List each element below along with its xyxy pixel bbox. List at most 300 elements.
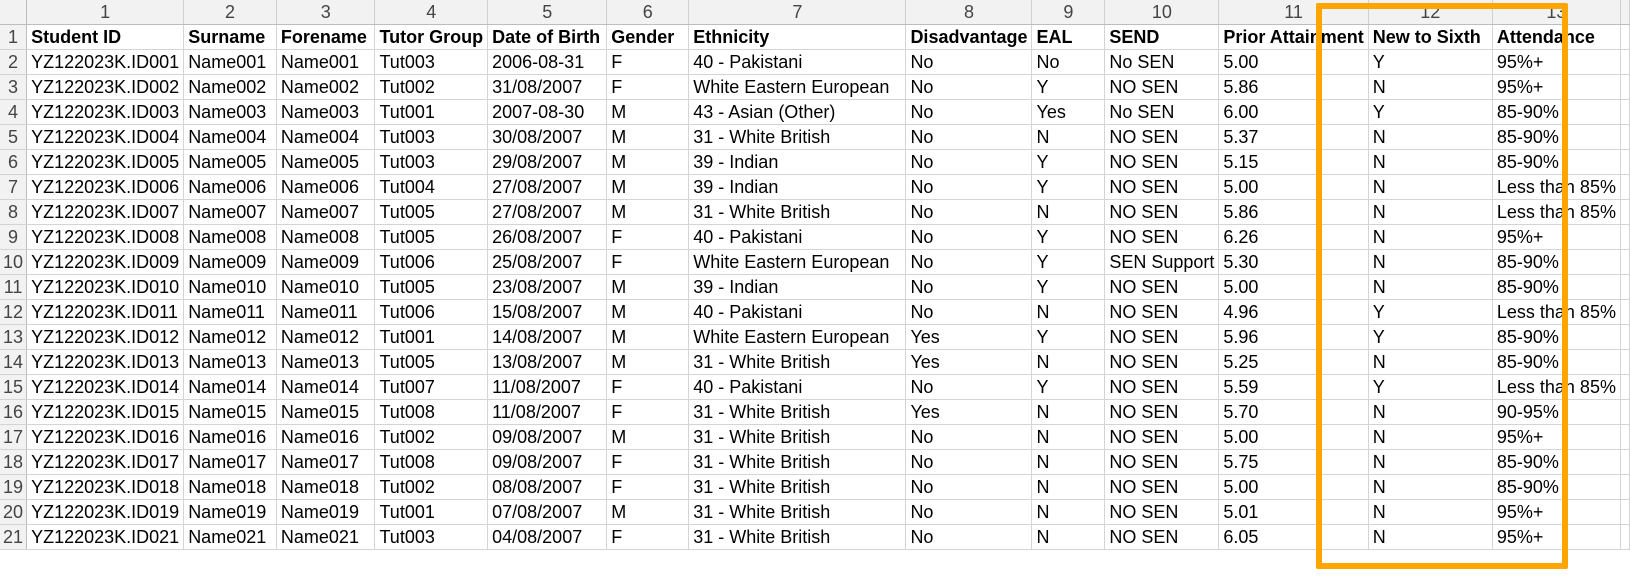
empty-cell[interactable]	[1621, 150, 1630, 175]
empty-cell[interactable]	[1621, 350, 1630, 375]
select-all-corner[interactable]	[0, 0, 27, 25]
table-cell[interactable]: 11/08/2007	[488, 400, 607, 425]
table-cell[interactable]: M	[607, 425, 689, 450]
table-cell[interactable]: N	[1032, 350, 1105, 375]
table-cell[interactable]: SEN Support	[1105, 250, 1219, 275]
empty-cell[interactable]	[1621, 300, 1630, 325]
column-header-cell[interactable]: Disadvantage	[906, 25, 1032, 50]
table-cell[interactable]: Tut003	[375, 125, 488, 150]
table-cell[interactable]: F	[607, 450, 689, 475]
table-cell[interactable]: N	[1368, 250, 1492, 275]
table-cell[interactable]: YZ122023K.ID021	[27, 525, 184, 550]
table-cell[interactable]: N	[1368, 125, 1492, 150]
table-cell[interactable]: 31 - White British	[689, 475, 906, 500]
table-cell[interactable]: 85-90%	[1492, 350, 1620, 375]
table-cell[interactable]: Y	[1032, 75, 1105, 100]
table-cell[interactable]: Name019	[184, 500, 277, 525]
table-cell[interactable]: Tut006	[375, 300, 488, 325]
table-cell[interactable]: 5.86	[1219, 200, 1368, 225]
empty-cell[interactable]	[1621, 175, 1630, 200]
table-cell[interactable]: M	[607, 175, 689, 200]
table-cell[interactable]: Tut002	[375, 425, 488, 450]
table-cell[interactable]: Name021	[184, 525, 277, 550]
column-number-6[interactable]: 6	[607, 0, 689, 25]
table-cell[interactable]: NO SEN	[1105, 475, 1219, 500]
table-cell[interactable]: 6.05	[1219, 525, 1368, 550]
table-cell[interactable]: Name015	[184, 400, 277, 425]
table-cell[interactable]: No	[906, 50, 1032, 75]
table-cell[interactable]: 95%+	[1492, 225, 1620, 250]
table-cell[interactable]: Yes	[906, 325, 1032, 350]
table-cell[interactable]: N	[1368, 400, 1492, 425]
table-cell[interactable]: F	[607, 75, 689, 100]
table-cell[interactable]: Less than 85%	[1492, 200, 1620, 225]
table-cell[interactable]: Name013	[184, 350, 277, 375]
table-cell[interactable]: F	[607, 400, 689, 425]
table-cell[interactable]: White Eastern European	[689, 250, 906, 275]
table-cell[interactable]: Name003	[184, 100, 277, 125]
column-number-3[interactable]: 3	[276, 0, 375, 25]
table-cell[interactable]: 95%+	[1492, 500, 1620, 525]
table-cell[interactable]: No	[906, 375, 1032, 400]
table-cell[interactable]: Tut005	[375, 200, 488, 225]
table-cell[interactable]: N	[1368, 450, 1492, 475]
table-cell[interactable]: No	[906, 150, 1032, 175]
empty-cell[interactable]	[1621, 50, 1630, 75]
table-cell[interactable]: M	[607, 500, 689, 525]
table-cell[interactable]: Y	[1368, 300, 1492, 325]
table-cell[interactable]: 6.26	[1219, 225, 1368, 250]
table-cell[interactable]: M	[607, 125, 689, 150]
table-cell[interactable]: 43 - Asian (Other)	[689, 100, 906, 125]
table-cell[interactable]: Tut001	[375, 500, 488, 525]
table-cell[interactable]: Yes	[906, 350, 1032, 375]
row-number[interactable]: 2	[0, 50, 27, 75]
table-cell[interactable]: N	[1032, 200, 1105, 225]
table-cell[interactable]: N	[1032, 400, 1105, 425]
row-number[interactable]: 10	[0, 250, 27, 275]
table-cell[interactable]: Name017	[184, 450, 277, 475]
row-number[interactable]: 20	[0, 500, 27, 525]
table-cell[interactable]: White Eastern European	[689, 75, 906, 100]
column-header-cell[interactable]: Date of Birth	[488, 25, 607, 50]
row-number[interactable]: 9	[0, 225, 27, 250]
table-cell[interactable]: 95%+	[1492, 525, 1620, 550]
table-cell[interactable]: Tut002	[375, 75, 488, 100]
table-cell[interactable]: 5.00	[1219, 425, 1368, 450]
table-cell[interactable]: No	[906, 525, 1032, 550]
table-cell[interactable]: NO SEN	[1105, 325, 1219, 350]
column-header-cell[interactable]: Student ID	[27, 25, 184, 50]
table-cell[interactable]: 31 - White British	[689, 200, 906, 225]
table-cell[interactable]: F	[607, 225, 689, 250]
table-cell[interactable]: Tut005	[375, 225, 488, 250]
column-number-1[interactable]: 1	[27, 0, 184, 25]
empty-cell[interactable]	[1621, 75, 1630, 100]
row-number[interactable]: 8	[0, 200, 27, 225]
table-cell[interactable]: No	[906, 125, 1032, 150]
table-cell[interactable]: Y	[1368, 100, 1492, 125]
table-cell[interactable]: 4.96	[1219, 300, 1368, 325]
table-cell[interactable]: Tut005	[375, 350, 488, 375]
column-header-cell[interactable]: Gender	[607, 25, 689, 50]
table-cell[interactable]: 08/08/2007	[488, 475, 607, 500]
table-cell[interactable]: M	[607, 300, 689, 325]
table-cell[interactable]: 5.00	[1219, 175, 1368, 200]
row-number[interactable]: 19	[0, 475, 27, 500]
table-cell[interactable]: 27/08/2007	[488, 175, 607, 200]
table-cell[interactable]: NO SEN	[1105, 375, 1219, 400]
table-cell[interactable]: N	[1368, 75, 1492, 100]
table-cell[interactable]: YZ122023K.ID018	[27, 475, 184, 500]
table-cell[interactable]: Tut008	[375, 450, 488, 475]
table-cell[interactable]: 85-90%	[1492, 100, 1620, 125]
table-cell[interactable]: NO SEN	[1105, 450, 1219, 475]
empty-cell[interactable]	[1621, 275, 1630, 300]
table-cell[interactable]: Name009	[276, 250, 375, 275]
table-cell[interactable]: 09/08/2007	[488, 425, 607, 450]
column-number-empty[interactable]	[1621, 0, 1630, 25]
empty-cell[interactable]	[1621, 100, 1630, 125]
table-cell[interactable]: 13/08/2007	[488, 350, 607, 375]
row-number[interactable]: 3	[0, 75, 27, 100]
table-cell[interactable]: 07/08/2007	[488, 500, 607, 525]
table-cell[interactable]: 95%+	[1492, 75, 1620, 100]
table-cell[interactable]: Name007	[184, 200, 277, 225]
table-cell[interactable]: N	[1032, 425, 1105, 450]
table-cell[interactable]: Name012	[184, 325, 277, 350]
table-cell[interactable]: Name006	[276, 175, 375, 200]
table-cell[interactable]: Name006	[184, 175, 277, 200]
table-cell[interactable]: Y	[1368, 50, 1492, 75]
row-number[interactable]: 13	[0, 325, 27, 350]
table-cell[interactable]: 5.25	[1219, 350, 1368, 375]
table-cell[interactable]: 39 - Indian	[689, 175, 906, 200]
table-cell[interactable]: No SEN	[1105, 50, 1219, 75]
table-cell[interactable]: 5.70	[1219, 400, 1368, 425]
table-cell[interactable]: Name012	[276, 325, 375, 350]
table-cell[interactable]: Tut003	[375, 525, 488, 550]
table-cell[interactable]: 27/08/2007	[488, 200, 607, 225]
table-cell[interactable]: F	[607, 50, 689, 75]
table-cell[interactable]: 31 - White British	[689, 450, 906, 475]
table-cell[interactable]: N	[1368, 150, 1492, 175]
row-number[interactable]: 5	[0, 125, 27, 150]
table-cell[interactable]: Name001	[184, 50, 277, 75]
table-cell[interactable]: Tut004	[375, 175, 488, 200]
row-number[interactable]: 14	[0, 350, 27, 375]
table-cell[interactable]: Name008	[276, 225, 375, 250]
table-cell[interactable]: 85-90%	[1492, 275, 1620, 300]
table-cell[interactable]: 95%+	[1492, 50, 1620, 75]
table-cell[interactable]: 85-90%	[1492, 125, 1620, 150]
table-cell[interactable]: 5.15	[1219, 150, 1368, 175]
empty-cell[interactable]	[1621, 375, 1630, 400]
table-cell[interactable]: Y	[1368, 375, 1492, 400]
table-cell[interactable]: N	[1032, 500, 1105, 525]
table-cell[interactable]: Name010	[276, 275, 375, 300]
table-cell[interactable]: Tut001	[375, 100, 488, 125]
table-cell[interactable]: 14/08/2007	[488, 325, 607, 350]
table-cell[interactable]: Tut002	[375, 475, 488, 500]
table-cell[interactable]: Y	[1032, 250, 1105, 275]
table-cell[interactable]: Y	[1032, 225, 1105, 250]
column-header-cell[interactable]: New to Sixth	[1368, 25, 1492, 50]
table-cell[interactable]: No	[906, 275, 1032, 300]
column-header-cell[interactable]: Forename	[276, 25, 375, 50]
table-cell[interactable]: 39 - Indian	[689, 275, 906, 300]
table-cell[interactable]: NO SEN	[1105, 225, 1219, 250]
table-cell[interactable]: Name005	[184, 150, 277, 175]
table-cell[interactable]: YZ122023K.ID004	[27, 125, 184, 150]
table-cell[interactable]: YZ122023K.ID005	[27, 150, 184, 175]
table-cell[interactable]: YZ122023K.ID011	[27, 300, 184, 325]
table-cell[interactable]: M	[607, 200, 689, 225]
table-cell[interactable]: Name002	[184, 75, 277, 100]
table-cell[interactable]: NO SEN	[1105, 200, 1219, 225]
table-cell[interactable]: Tut003	[375, 150, 488, 175]
table-cell[interactable]: YZ122023K.ID014	[27, 375, 184, 400]
table-cell[interactable]: 5.00	[1219, 50, 1368, 75]
table-cell[interactable]: YZ122023K.ID010	[27, 275, 184, 300]
row-number[interactable]: 17	[0, 425, 27, 450]
table-cell[interactable]: Name004	[184, 125, 277, 150]
table-cell[interactable]: Name016	[276, 425, 375, 450]
table-cell[interactable]: Name018	[276, 475, 375, 500]
table-cell[interactable]: 5.59	[1219, 375, 1368, 400]
column-header-cell[interactable]: SEND	[1105, 25, 1219, 50]
table-cell[interactable]: F	[607, 525, 689, 550]
table-cell[interactable]: N	[1032, 475, 1105, 500]
table-cell[interactable]: 30/08/2007	[488, 125, 607, 150]
table-cell[interactable]: Name019	[276, 500, 375, 525]
table-cell[interactable]: N	[1368, 225, 1492, 250]
column-number-7[interactable]: 7	[689, 0, 906, 25]
empty-cell[interactable]	[1621, 500, 1630, 525]
table-cell[interactable]: F	[607, 250, 689, 275]
column-header-cell[interactable]: Ethnicity	[689, 25, 906, 50]
table-cell[interactable]: N	[1368, 425, 1492, 450]
table-cell[interactable]: 09/08/2007	[488, 450, 607, 475]
table-cell[interactable]: Name011	[184, 300, 277, 325]
table-cell[interactable]: No	[906, 425, 1032, 450]
table-cell[interactable]: 85-90%	[1492, 475, 1620, 500]
table-cell[interactable]: No	[906, 300, 1032, 325]
table-cell[interactable]: YZ122023K.ID007	[27, 200, 184, 225]
table-cell[interactable]: Y	[1032, 325, 1105, 350]
column-number-9[interactable]: 9	[1032, 0, 1105, 25]
table-cell[interactable]: YZ122023K.ID016	[27, 425, 184, 450]
table-cell[interactable]: 5.00	[1219, 475, 1368, 500]
table-cell[interactable]: F	[607, 475, 689, 500]
row-number[interactable]: 7	[0, 175, 27, 200]
table-cell[interactable]: N	[1368, 175, 1492, 200]
table-cell[interactable]: YZ122023K.ID006	[27, 175, 184, 200]
table-cell[interactable]: 15/08/2007	[488, 300, 607, 325]
table-cell[interactable]: YZ122023K.ID001	[27, 50, 184, 75]
table-cell[interactable]: Tut001	[375, 325, 488, 350]
table-cell[interactable]: 5.96	[1219, 325, 1368, 350]
table-cell[interactable]: NO SEN	[1105, 400, 1219, 425]
table-cell[interactable]: NO SEN	[1105, 300, 1219, 325]
table-cell[interactable]: No	[906, 450, 1032, 475]
column-header-cell[interactable]: Attendance	[1492, 25, 1620, 50]
table-cell[interactable]: No	[906, 500, 1032, 525]
table-cell[interactable]: NO SEN	[1105, 175, 1219, 200]
empty-cell[interactable]	[1621, 525, 1630, 550]
table-cell[interactable]: Tut008	[375, 400, 488, 425]
table-cell[interactable]: M	[607, 350, 689, 375]
table-cell[interactable]: Y	[1032, 375, 1105, 400]
table-cell[interactable]: N	[1368, 200, 1492, 225]
table-cell[interactable]: 85-90%	[1492, 325, 1620, 350]
table-cell[interactable]: N	[1368, 350, 1492, 375]
table-cell[interactable]: Less than 85%	[1492, 375, 1620, 400]
table-cell[interactable]: 23/08/2007	[488, 275, 607, 300]
table-cell[interactable]: Y	[1368, 325, 1492, 350]
row-number[interactable]: 4	[0, 100, 27, 125]
table-cell[interactable]: 5.00	[1219, 275, 1368, 300]
table-cell[interactable]: Name011	[276, 300, 375, 325]
table-cell[interactable]: N	[1368, 500, 1492, 525]
table-cell[interactable]: YZ122023K.ID008	[27, 225, 184, 250]
row-number[interactable]: 6	[0, 150, 27, 175]
table-cell[interactable]: Name018	[184, 475, 277, 500]
table-cell[interactable]: 6.00	[1219, 100, 1368, 125]
table-cell[interactable]: N	[1032, 450, 1105, 475]
table-cell[interactable]: 85-90%	[1492, 150, 1620, 175]
table-cell[interactable]: Tut003	[375, 50, 488, 75]
column-number-12[interactable]: 12	[1368, 0, 1492, 25]
table-cell[interactable]: 29/08/2007	[488, 150, 607, 175]
table-cell[interactable]: YZ122023K.ID009	[27, 250, 184, 275]
table-cell[interactable]: Name014	[276, 375, 375, 400]
row-number[interactable]: 11	[0, 275, 27, 300]
table-cell[interactable]: YZ122023K.ID003	[27, 100, 184, 125]
table-cell[interactable]: NO SEN	[1105, 350, 1219, 375]
table-cell[interactable]: M	[607, 275, 689, 300]
table-cell[interactable]: Less than 85%	[1492, 300, 1620, 325]
row-number[interactable]: 21	[0, 525, 27, 550]
table-cell[interactable]: NO SEN	[1105, 425, 1219, 450]
table-cell[interactable]: N	[1368, 275, 1492, 300]
table-cell[interactable]: Name007	[276, 200, 375, 225]
table-cell[interactable]: 5.86	[1219, 75, 1368, 100]
table-cell[interactable]: NO SEN	[1105, 150, 1219, 175]
empty-cell[interactable]	[1621, 325, 1630, 350]
table-cell[interactable]: Y	[1032, 150, 1105, 175]
table-cell[interactable]: Tut007	[375, 375, 488, 400]
table-cell[interactable]: 5.75	[1219, 450, 1368, 475]
table-cell[interactable]: Name004	[276, 125, 375, 150]
table-cell[interactable]: No	[906, 250, 1032, 275]
table-cell[interactable]: 95%+	[1492, 425, 1620, 450]
empty-cell[interactable]	[1621, 200, 1630, 225]
table-cell[interactable]: 31 - White British	[689, 500, 906, 525]
table-cell[interactable]: M	[607, 325, 689, 350]
table-cell[interactable]: 25/08/2007	[488, 250, 607, 275]
table-cell[interactable]: 90-95%	[1492, 400, 1620, 425]
table-cell[interactable]: Name003	[276, 100, 375, 125]
table-cell[interactable]: YZ122023K.ID012	[27, 325, 184, 350]
table-cell[interactable]: F	[607, 375, 689, 400]
table-cell[interactable]: 5.01	[1219, 500, 1368, 525]
table-cell[interactable]: Name014	[184, 375, 277, 400]
table-cell[interactable]: Y	[1032, 275, 1105, 300]
table-cell[interactable]: NO SEN	[1105, 125, 1219, 150]
table-cell[interactable]: Less than 85%	[1492, 175, 1620, 200]
table-cell[interactable]: 11/08/2007	[488, 375, 607, 400]
table-cell[interactable]: YZ122023K.ID015	[27, 400, 184, 425]
table-cell[interactable]: 31 - White British	[689, 425, 906, 450]
table-cell[interactable]: No SEN	[1105, 100, 1219, 125]
table-cell[interactable]: Yes	[906, 400, 1032, 425]
row-number[interactable]: 12	[0, 300, 27, 325]
table-cell[interactable]: 5.30	[1219, 250, 1368, 275]
row-number[interactable]: 18	[0, 450, 27, 475]
column-header-cell[interactable]: Surname	[184, 25, 277, 50]
table-cell[interactable]: 31 - White British	[689, 400, 906, 425]
column-number-5[interactable]: 5	[488, 0, 607, 25]
table-cell[interactable]: 31 - White British	[689, 350, 906, 375]
table-cell[interactable]: N	[1368, 525, 1492, 550]
table-cell[interactable]: Name015	[276, 400, 375, 425]
table-cell[interactable]: M	[607, 100, 689, 125]
column-number-13[interactable]: 13	[1492, 0, 1620, 25]
table-cell[interactable]: Name005	[276, 150, 375, 175]
table-cell[interactable]: No	[1032, 50, 1105, 75]
table-cell[interactable]: N	[1032, 525, 1105, 550]
table-cell[interactable]: 5.37	[1219, 125, 1368, 150]
column-number-4[interactable]: 4	[375, 0, 488, 25]
table-cell[interactable]: M	[607, 150, 689, 175]
table-cell[interactable]: No	[906, 175, 1032, 200]
table-cell[interactable]: 39 - Indian	[689, 150, 906, 175]
table-cell[interactable]: NO SEN	[1105, 75, 1219, 100]
column-number-11[interactable]: 11	[1219, 0, 1368, 25]
table-cell[interactable]: 31/08/2007	[488, 75, 607, 100]
column-number-8[interactable]: 8	[906, 0, 1032, 25]
table-cell[interactable]: 31 - White British	[689, 125, 906, 150]
table-cell[interactable]: 85-90%	[1492, 450, 1620, 475]
table-cell[interactable]: Name008	[184, 225, 277, 250]
table-cell[interactable]: 40 - Pakistani	[689, 50, 906, 75]
table-cell[interactable]: Name017	[276, 450, 375, 475]
column-number-10[interactable]: 10	[1105, 0, 1219, 25]
table-cell[interactable]: Name010	[184, 275, 277, 300]
table-cell[interactable]: No	[906, 225, 1032, 250]
table-cell[interactable]: NO SEN	[1105, 525, 1219, 550]
table-cell[interactable]: 2007-08-30	[488, 100, 607, 125]
row-number[interactable]: 1	[0, 25, 27, 50]
table-cell[interactable]: Name021	[276, 525, 375, 550]
table-cell[interactable]: Name013	[276, 350, 375, 375]
table-cell[interactable]: Tut005	[375, 275, 488, 300]
table-cell[interactable]: 26/08/2007	[488, 225, 607, 250]
row-number[interactable]: 15	[0, 375, 27, 400]
empty-cell[interactable]	[1621, 425, 1630, 450]
table-cell[interactable]: Name001	[276, 50, 375, 75]
empty-cell[interactable]	[1621, 125, 1630, 150]
table-cell[interactable]: YZ122023K.ID017	[27, 450, 184, 475]
table-cell[interactable]: No	[906, 200, 1032, 225]
table-cell[interactable]: Y	[1032, 175, 1105, 200]
empty-cell[interactable]	[1621, 450, 1630, 475]
column-header-cell[interactable]: Prior Attainment	[1219, 25, 1368, 50]
column-number-2[interactable]: 2	[184, 0, 277, 25]
table-cell[interactable]: 04/08/2007	[488, 525, 607, 550]
empty-cell[interactable]	[1621, 475, 1630, 500]
